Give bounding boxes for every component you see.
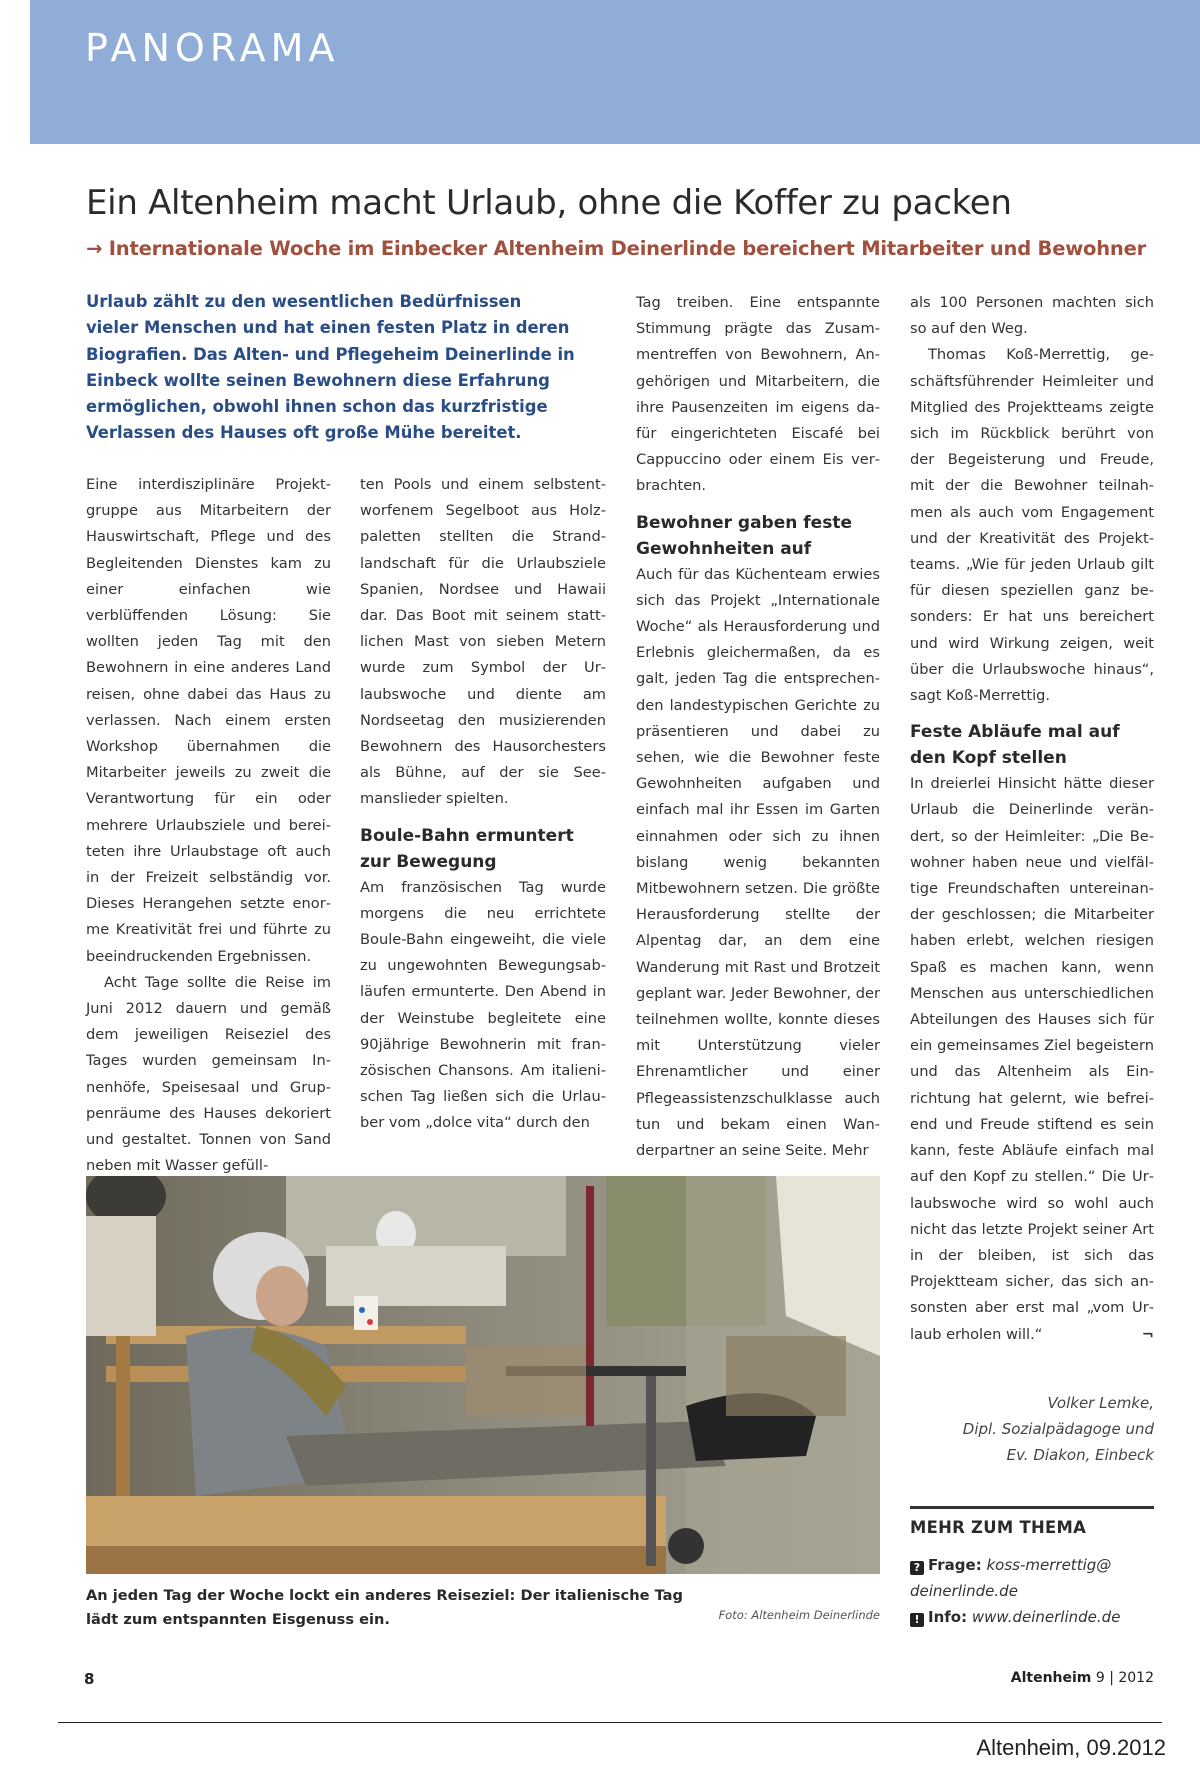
- more-title: MEHR ZUM THEMA: [910, 1518, 1087, 1537]
- paragraph-text: In dreierlei Hinsicht hätte dieser Urlaub die Deinerlinde verändert, so der Heimleiter: „Die Bewohner haben neue und vielfältige Freundschaften untereinander geschlossen; die Mitarbeiter haben erlebt, welchen riesigen Spaß es machen kann, wenn Menschen aus unterschiedlichen Abteilungen des Hauses sich für ein gemeinsames Ziel begeistern und das Altenheim als Einrichtung hat gelernt, wie befreiend und Freude stiftend es sein kann, feste Abläufe einfach mal auf den Kopf zu stellen.“ Die Urlaubswoche wird so wohl auch nicht das letzte Projekt seiner Art in der bleiben, ist sich das Projektteam sicher, das sich ansonsten aber erst mal „vom Urlaub erholen will.“: [910, 775, 1154, 1343]
- text-column-1: [86, 472, 331, 1179]
- question-email[interactable]: koss-merrettig@: [986, 1556, 1112, 1574]
- article-photo: [86, 1176, 880, 1574]
- magazine-name: Altenheim: [1010, 1670, 1092, 1686]
- article-lead: Urlaub zählt zu den wesentlichen Bedürfnissen vieler Menschen und hat einen festen Platz in deren Biografien. Das Alten- und Pflegeheim Deinerlinde in Einbeck wollte seinen Bewohnern diese Erfahrung ermöglichen, obwohl ihnen schon das kurzfristige Verlassen des Hauses oft große Mühe bereitet.: [86, 292, 575, 443]
- article-subheadline: → Internationale Woche im Einbecker Altenheim Deinerlinde bereichert Mitarbeiter und Bewohner: [86, 237, 1147, 260]
- question-label: Frage:: [928, 1556, 982, 1574]
- page-number: 8: [84, 1670, 95, 1688]
- info-contact: [910, 1604, 1160, 1630]
- text-column-4: [910, 290, 1154, 1348]
- photo-illustration: [86, 1176, 880, 1574]
- info-icon: !: [910, 1613, 924, 1627]
- text-column-3: [636, 290, 880, 1164]
- question-icon: ?: [910, 1561, 924, 1575]
- magazine-footer: [880, 1670, 1154, 1686]
- text-column-2: [360, 472, 606, 1137]
- end-mark: ¬: [1141, 1325, 1154, 1343]
- paragraph: Acht Tage sollte die Reise im Juni 2012 dauern und gemäß dem jeweiligen Reiseziel des Tages wurden gemeinsam Innenhöfe, Speisesaal und Gruppenräume des Hauses dekoriert und gestaltet. Tonnen von Sand neben mit Wasser gefüll-: [86, 973, 331, 1175]
- info-label: Info:: [928, 1608, 968, 1626]
- author-affiliation: Ev. Diakon, Einbeck: [1006, 1446, 1154, 1464]
- section-heading: Boule-Bahn ermuntert zur Bewegung: [360, 825, 574, 872]
- author-name: Volker Lemke,: [1047, 1394, 1154, 1412]
- paragraph: Auch für das Küchenteam erwies sich das Projekt „Internationale Woche“ als Herausforderung und Erlebnis gleichermaßen, da es galt, jeden Tag die entsprechenden landestypischen Gerichte zu präsentieren und dabei zu sehen, wie die Bewohner feste Gewohnheiten aufgaben und einfach mal ihr Essen im Garten einnahmen oder sich zu ihnen bislang wenig bekannten Mitbewohnern setzen. Die größte Herausforderung stellte der Alpentag dar, an dem eine Wanderung mit Rast und Brotzeit geplant war. Jeder Bewohner, der teilnehmen wollte, konnte dieses mit Unterstützung vieler Ehrenamtlicher und einer Pflegeassistenzschulklasse auch tun und bekam einen Wanderpartner an seine Seite. Mehr: [636, 565, 880, 1160]
- paragraph: Am französischen Tag wurde morgens die neu errichtete Boule-Bahn eingeweiht, die viele zu ungewohnten Bewegungsabläufen ermunterte. Den Abend in der Weinstube begleitete eine 90jährige Bewohnerin mit französischen Chansons. Am italienischen Tag ließen sich die Urlauber vom „dolce vita“ durch den: [360, 878, 606, 1132]
- paragraph: [910, 771, 1154, 1347]
- question-email-domain[interactable]: deinerlinde.de: [910, 1582, 1018, 1600]
- source-note: Altenheim, 09.2012: [976, 1735, 1166, 1760]
- article-headline: Ein Altenheim macht Urlaub, ohne die Koffer zu packen: [86, 183, 1012, 223]
- question-contact: [910, 1552, 1160, 1604]
- more-divider: [910, 1506, 1154, 1509]
- info-link[interactable]: www.deinerlinde.de: [971, 1608, 1121, 1626]
- photo-caption: An jeden Tag der Woche lockt ein anderes Reiseziel: Der italienische Tag lädt zum entspannten Eisgenuss ein.: [86, 1587, 683, 1628]
- paragraph: als 100 Personen machten sich so auf den Weg.: [910, 294, 1154, 338]
- paragraph: Eine interdisziplinäre Projektgruppe aus Mitarbeitern der Hauswirtschaft, Pflege und des Begleitenden Dienstes kam zu einer einfachen wie verblüffenden Lösung: Sie wollten jeden Tag mit den Bewohnern in eine anderes Land reisen, ohne dabei das Haus zu verlassen. Nach einem ersten Workshop übernahmen die Mitarbeiter jeweils zu zweit die Verantwortung für ein oder mehrere Urlaubsziele und bereiteten ihre Urlaubstage oft auch in der Freizeit selbständig vor. Dieses Herangehen setzte enorme Kreativität frei und führte zu beeindruckenden Ergebnissen.: [86, 476, 331, 965]
- section-heading: Feste Abläufe mal auf den Kopf stellen: [910, 722, 1120, 769]
- paragraph: ten Pools und einem selbstentworfenem Segelboot aus Holzpaletten stellten die Strandlandschaft für die Urlaubsziele Spanien, Nordsee und Hawaii dar. Das Boot mit seinem stattlichen Mast von sieben Metern wurde zum Symbol der Urlaubswoche und diente am Nordseetag den musizierenden Bewohnern des Hausorchesters als Bühne, auf der sie Seemanslieder spielten.: [360, 476, 606, 808]
- author-block: [910, 1390, 1154, 1468]
- author-title: Dipl. Sozialpädagoge und: [962, 1420, 1154, 1438]
- paragraph: Thomas Koß-Merrettig, geschäftsführender Heimleiter und Mitglied des Projektteams zeigte sich im Rückblick berührt von der Begeisterung und Freude, mit der die Bewohner teilnahmen als auch vom Engagement und der Kreativität des Projektteams. „Wie für jeden Urlaub gilt für diesen speziellen ganz besonders: Er hat uns bereichert und wird Wirkung zeigen, weit über die Urlaubswoche hinaus“, sagt Koß-Merrettig.: [910, 346, 1154, 705]
- photo-credit: Foto: Altenheim Deinerlinde: [718, 1608, 880, 1622]
- section-banner: [30, 0, 1200, 144]
- bottom-divider: [58, 1722, 1162, 1723]
- section-heading: Bewohner gaben feste Gewohnheiten auf: [636, 512, 852, 559]
- paragraph: Tag treiben. Eine entspannte Stimmung prägte das Zusammentreffen von Bewohnern, Angehörigen und Mitarbeitern, die ihre Pausenzeiten im eigens dafür eingerichteten Eiscafé bei Cappuccino oder einem Eis verbrachten.: [636, 294, 880, 495]
- section-title: PANORAMA: [85, 26, 340, 70]
- magazine-issue: 9 | 2012: [1095, 1670, 1154, 1686]
